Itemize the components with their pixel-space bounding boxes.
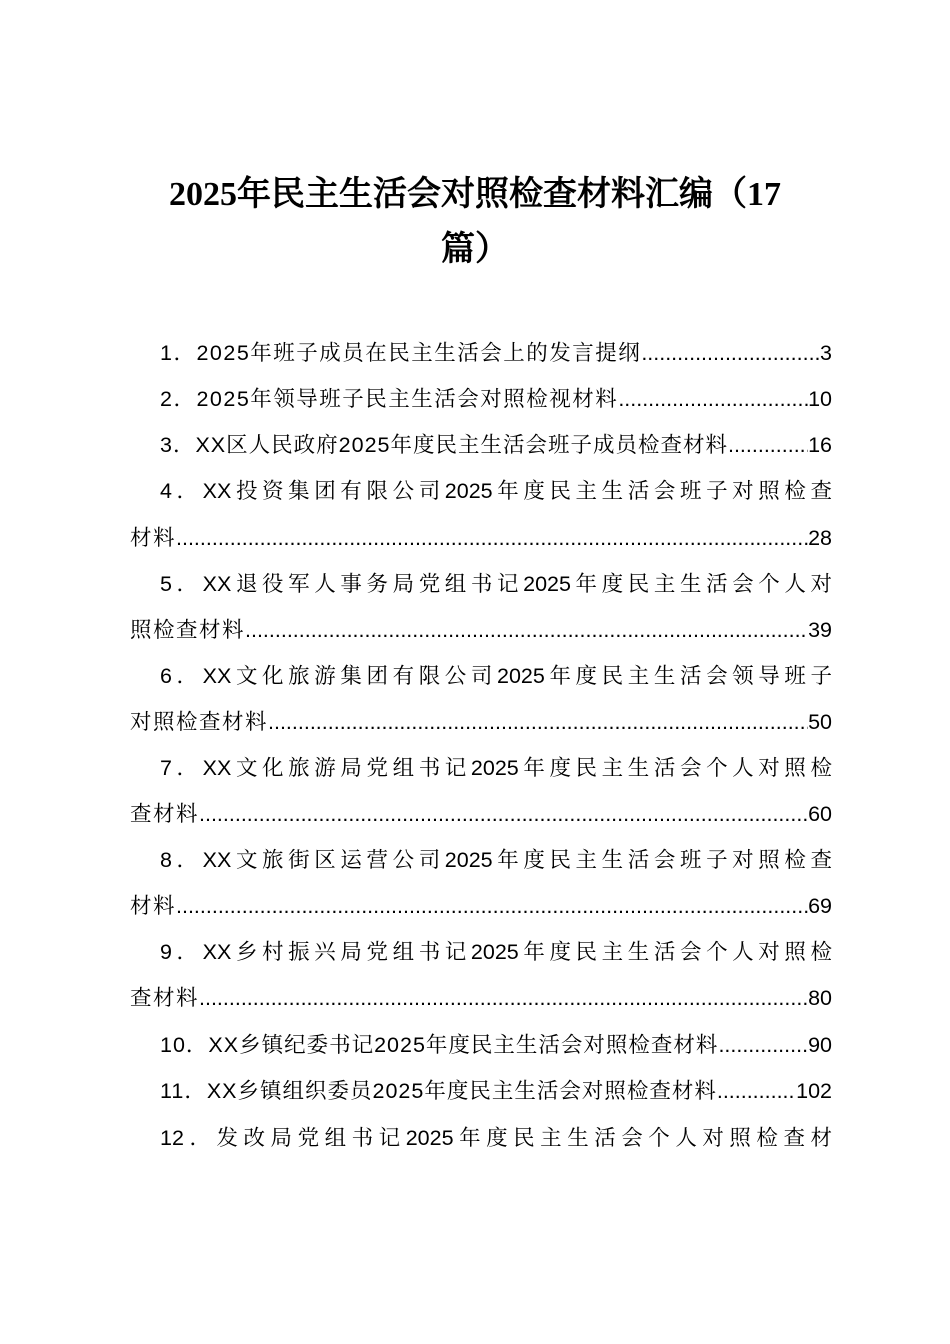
toc-title: XX文化旅游集团有限公司2025年度民主生活会领导班子 (202, 664, 832, 688)
toc-title: XX退役军人事务局党组书记2025年度民主生活会个人对 (202, 572, 832, 596)
toc-number: 7． (160, 756, 203, 780)
toc-entry[interactable] (130, 475, 832, 507)
toc-number: 1． (160, 341, 197, 365)
toc-page: 3 (820, 341, 832, 365)
toc-title: XX乡镇纪委书记2025年度民主生活会对照检查材料 (208, 1033, 719, 1057)
toc-leader (728, 429, 808, 461)
toc-entry[interactable] (130, 383, 832, 415)
toc-number: 9． (160, 940, 203, 964)
toc-entry-continuation[interactable] (130, 982, 832, 1014)
toc-leader (245, 614, 808, 646)
toc-title: XX乡村振兴局党组书记2025年度民主生活会个人对照检 (202, 940, 832, 964)
toc-entry[interactable] (130, 337, 832, 369)
document-title-line2: 篇） (441, 231, 509, 268)
toc-number: 12． (160, 1126, 217, 1150)
toc-entry[interactable] (130, 936, 832, 968)
toc-number: 8． (160, 848, 203, 872)
toc-page: 16 (808, 433, 832, 457)
toc-leader (176, 890, 808, 922)
toc-leader (718, 1029, 808, 1061)
toc-title-cont: 查材料 (130, 986, 200, 1010)
toc-page: 39 (808, 618, 832, 642)
toc-entry-continuation[interactable] (130, 614, 832, 646)
toc-entry[interactable] (130, 1122, 832, 1154)
toc-entry[interactable] (130, 752, 832, 784)
toc-number: 6． (160, 664, 203, 688)
toc-number: 11． (160, 1079, 207, 1103)
toc-title-cont: 照检查材料 (130, 618, 246, 642)
toc-page: 80 (808, 986, 832, 1010)
toc-title: XX文化旅游局党组书记2025年度民主生活会个人对照检 (202, 756, 832, 780)
toc-title: XX文旅街区运营公司2025年度民主生活会班子对照检查 (202, 848, 832, 872)
toc-title: XX投资集团有限公司2025年度民主生活会班子对照检查 (202, 479, 832, 503)
toc-page: 60 (808, 802, 832, 826)
toc-number: 10． (160, 1033, 209, 1057)
toc-title-cont: 材料 (130, 894, 177, 918)
toc-entry[interactable] (130, 660, 832, 692)
toc-page: 28 (808, 526, 832, 550)
toc-leader (268, 706, 808, 738)
toc-entry-continuation[interactable] (130, 522, 832, 554)
toc-title: XX区人民政府2025年度民主生活会班子成员检查材料 (195, 433, 728, 457)
toc-leader (618, 383, 808, 415)
toc-entry[interactable] (130, 568, 832, 600)
toc-entry-continuation[interactable] (130, 798, 832, 830)
toc-entry[interactable] (130, 844, 832, 876)
toc-leader (641, 337, 820, 369)
toc-title: 发改局党组书记2025年度民主生活会个人对照检查材 (216, 1126, 832, 1150)
toc-leader (717, 1075, 796, 1107)
toc-entry[interactable] (130, 1075, 832, 1107)
toc-entry-continuation[interactable] (130, 890, 832, 922)
toc-title-cont: 材料 (130, 526, 177, 550)
toc-title: XX乡镇组织委员2025年度民主生活会对照检查材料 (206, 1079, 717, 1103)
toc-title: 2025年班子成员在民主生活会上的发言提纲 (196, 341, 642, 365)
toc-page: 50 (808, 710, 832, 734)
toc-number: 4． (160, 479, 203, 503)
toc-title-cont: 对照检查材料 (130, 710, 269, 734)
toc-number: 3． (160, 433, 196, 457)
toc-entry-continuation[interactable] (130, 706, 832, 738)
toc-page: 90 (808, 1033, 832, 1057)
toc-number: 5． (160, 572, 203, 596)
toc-leader (176, 522, 808, 554)
toc-leader (199, 982, 808, 1014)
toc-title-cont: 查材料 (130, 802, 200, 826)
toc-page: 102 (796, 1079, 832, 1103)
toc-leader (199, 798, 808, 830)
toc-entry[interactable] (130, 429, 832, 461)
toc-title: 2025年领导班子民主生活会对照检视材料 (196, 387, 619, 411)
toc-number: 2． (160, 387, 197, 411)
document-title-line1: 2025年民主生活会对照检查材料汇编（17 (169, 176, 781, 213)
toc-page: 69 (808, 894, 832, 918)
toc-page: 10 (808, 387, 832, 411)
toc-entry[interactable] (130, 1029, 832, 1061)
